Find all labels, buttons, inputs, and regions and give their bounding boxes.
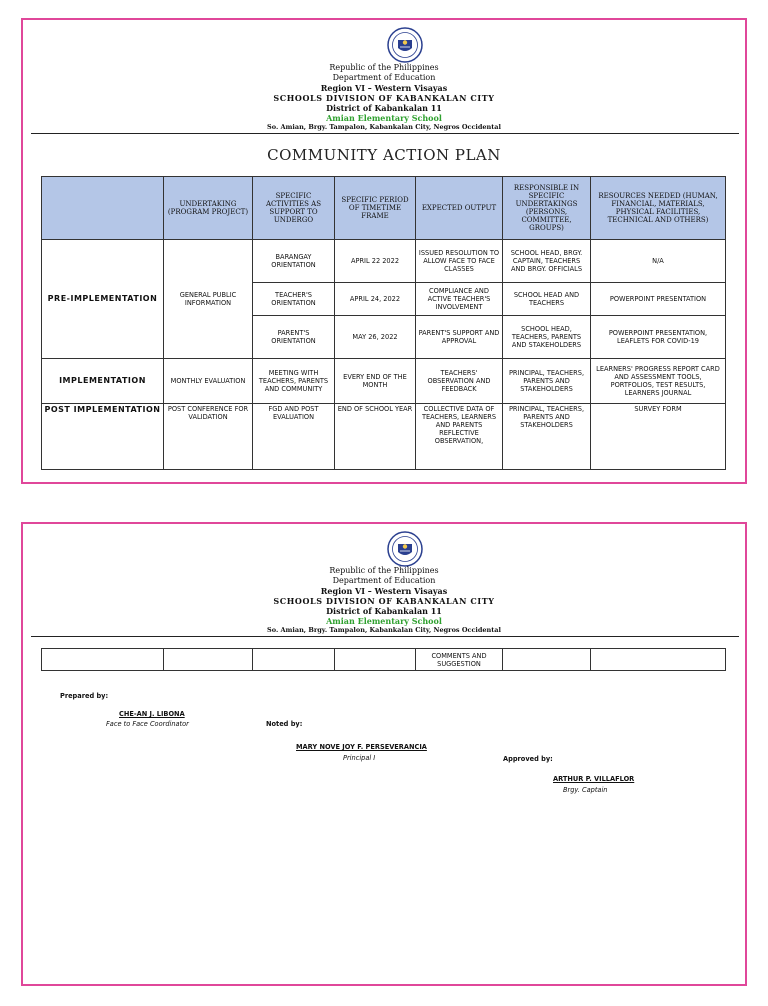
responsible-cell: SCHOOL HEAD, TEACHERS, PARENTS AND STAKEHOLDERS bbox=[503, 316, 591, 359]
output-cell: COLLECTIVE DATA OF TEACHERS, LEARNERS AND PARENTS REFLECTIVE OBSERVATION, bbox=[416, 404, 503, 470]
table-row bbox=[42, 240, 726, 283]
responsible-cell: PRINCIPAL, TEACHERS, PARENTS AND STAKEHOLDERS bbox=[503, 359, 591, 404]
header-cell: SPECIFIC ACTIVITIES AS SUPPORT TO UNDERGO bbox=[253, 177, 335, 240]
undertaking-cell: MONTHLY EVALUATION bbox=[164, 359, 253, 404]
responsible-cell bbox=[503, 649, 591, 671]
period-cell: END OF SCHOOL YEAR bbox=[335, 404, 416, 470]
header-rule bbox=[31, 636, 739, 637]
header-cell: EXPECTED OUTPUT bbox=[416, 177, 503, 240]
header-cell bbox=[42, 177, 164, 240]
school-name: Amian Elementary School bbox=[326, 113, 442, 123]
prepared-by-label: Prepared by: bbox=[60, 692, 109, 700]
document-page-2 bbox=[21, 522, 747, 986]
resources-cell: N/A bbox=[591, 240, 726, 283]
region-line: Region VI – Western Visayas bbox=[320, 83, 448, 93]
activity-cell bbox=[253, 649, 335, 671]
noted-by-label: Noted by: bbox=[266, 720, 303, 728]
approved-by-title: Brgy. Captain bbox=[563, 786, 608, 794]
resources-cell bbox=[591, 649, 726, 671]
undertaking-cell: POST CONFERENCE FOR VALIDATION bbox=[164, 404, 253, 470]
resources-cell: POWERPOINT PRESENTATION bbox=[591, 283, 726, 316]
resources-cell: POWERPOINT PRESENTATION, LEAFLETS FOR COVID-19 bbox=[591, 316, 726, 359]
table-row bbox=[42, 649, 726, 671]
region-line: Region VI – Western Visayas bbox=[320, 586, 448, 596]
action-plan-table-continued bbox=[41, 648, 726, 671]
activity-cell: BARANGAY ORIENTATION bbox=[253, 240, 335, 283]
action-plan-table bbox=[41, 176, 726, 470]
period-cell: APRIL 24, 2022 bbox=[335, 283, 416, 316]
period-cell bbox=[335, 649, 416, 671]
header-cell: RESPONSIBLE IN SPECIFIC UNDERTAKINGS (PERSONS, COMMITTEE, GROUPS) bbox=[503, 177, 591, 240]
page-title: COMMUNITY ACTION PLAN bbox=[267, 146, 501, 164]
republic-line: Republic of the Philippines bbox=[329, 63, 439, 72]
deped-seal-icon bbox=[387, 531, 423, 567]
department-line: Department of Education bbox=[332, 73, 436, 82]
department-line: Department of Education bbox=[332, 576, 436, 585]
period-cell: APRIL 22 2022 bbox=[335, 240, 416, 283]
prepared-by-title: Face to Face Coordinator bbox=[106, 720, 189, 728]
resources-cell: LEARNERS' PROGRESS REPORT CARD AND ASSESSMENT TOOLS, PORTFOLIOS, TEST RESULTS, LEARNERS JOURNAL bbox=[591, 359, 726, 404]
output-cell: ISSUED RESOLUTION TO ALLOW FACE TO FACE CLASSES bbox=[416, 240, 503, 283]
noted-by-title: Principal I bbox=[343, 754, 376, 762]
letterhead bbox=[23, 566, 745, 635]
table-row bbox=[42, 404, 726, 470]
output-cell: TEACHERS' OBSERVATION AND FEEDBACK bbox=[416, 359, 503, 404]
activity-cell: PARENT'S ORIENTATION bbox=[253, 316, 335, 359]
table-row bbox=[42, 359, 726, 404]
activity-cell: TEACHER'S ORIENTATION bbox=[253, 283, 335, 316]
approved-by-name: ARTHUR P. VILLAFLOR bbox=[553, 775, 635, 783]
activity-cell: MEETING WITH TEACHERS, PARENTS AND COMMUNITY bbox=[253, 359, 335, 404]
phase-cell bbox=[42, 649, 164, 671]
prepared-by-name: CHE-AN J. LIBONA bbox=[119, 710, 185, 718]
period-cell: MAY 26, 2022 bbox=[335, 316, 416, 359]
school-address: So. Amian, Brgy. Tampalon, Kabankalan City, Negros Occidental bbox=[267, 123, 501, 131]
phase-post-implementation: POST IMPLEMENTATION bbox=[42, 404, 164, 470]
phase-pre-implementation: PRE-IMPLEMENTATION bbox=[42, 240, 164, 359]
resources-cell: SURVEY FORM bbox=[591, 404, 726, 470]
header-cell: SPECIFIC PERIOD OF TIMETIME FRAME bbox=[335, 177, 416, 240]
period-cell: EVERY END OF THE MONTH bbox=[335, 359, 416, 404]
republic-line: Republic of the Philippines bbox=[329, 566, 439, 575]
division-line: SCHOOLS DIVISION OF KABANKALAN CITY bbox=[273, 93, 495, 103]
undertaking-cell bbox=[164, 649, 253, 671]
school-address: So. Amian, Brgy. Tampalon, Kabankalan City, Negros Occidental bbox=[267, 626, 501, 634]
header-cell: UNDERTAKING (PROGRAM PROJECT) bbox=[164, 177, 253, 240]
phase-implementation: IMPLEMENTATION bbox=[42, 359, 164, 404]
deped-seal-icon bbox=[387, 27, 423, 63]
responsible-cell: SCHOOL HEAD, BRGY. CAPTAIN, TEACHERS AND BRGY. OFFICIALS bbox=[503, 240, 591, 283]
district-line: District of Kabankalan 11 bbox=[326, 103, 442, 113]
approved-by-label: Approved by: bbox=[503, 755, 553, 763]
header-rule bbox=[31, 133, 739, 134]
school-name: Amian Elementary School bbox=[326, 616, 442, 626]
district-line: District of Kabankalan 11 bbox=[326, 606, 442, 616]
output-cell: COMPLIANCE AND ACTIVE TEACHER'S INVOLVEMENT bbox=[416, 283, 503, 316]
document-page-1 bbox=[21, 18, 747, 484]
activity-cell: FGD AND POST EVALUATION bbox=[253, 404, 335, 470]
output-cell: COMMENTS AND SUGGESTION bbox=[416, 649, 503, 671]
letterhead bbox=[23, 63, 745, 132]
undertaking-cell: GENERAL PUBLIC INFORMATION bbox=[164, 240, 253, 359]
noted-by-name: MARY NOVE JOY F. PERSEVERANCIA bbox=[296, 743, 427, 751]
division-line: SCHOOLS DIVISION OF KABANKALAN CITY bbox=[273, 596, 495, 606]
table-header-row bbox=[42, 177, 726, 240]
responsible-cell: SCHOOL HEAD AND TEACHERS bbox=[503, 283, 591, 316]
header-cell: RESOURCES NEEDED (HUMAN, FINANCIAL, MATERIALS, PHYSICAL FACILITIES, TECHNICAL AND OTHERS) bbox=[591, 177, 726, 240]
output-cell: PARENT'S SUPPORT AND APPROVAL bbox=[416, 316, 503, 359]
responsible-cell: PRINCIPAL, TEACHERS, PARENTS AND STAKEHOLDERS bbox=[503, 404, 591, 470]
